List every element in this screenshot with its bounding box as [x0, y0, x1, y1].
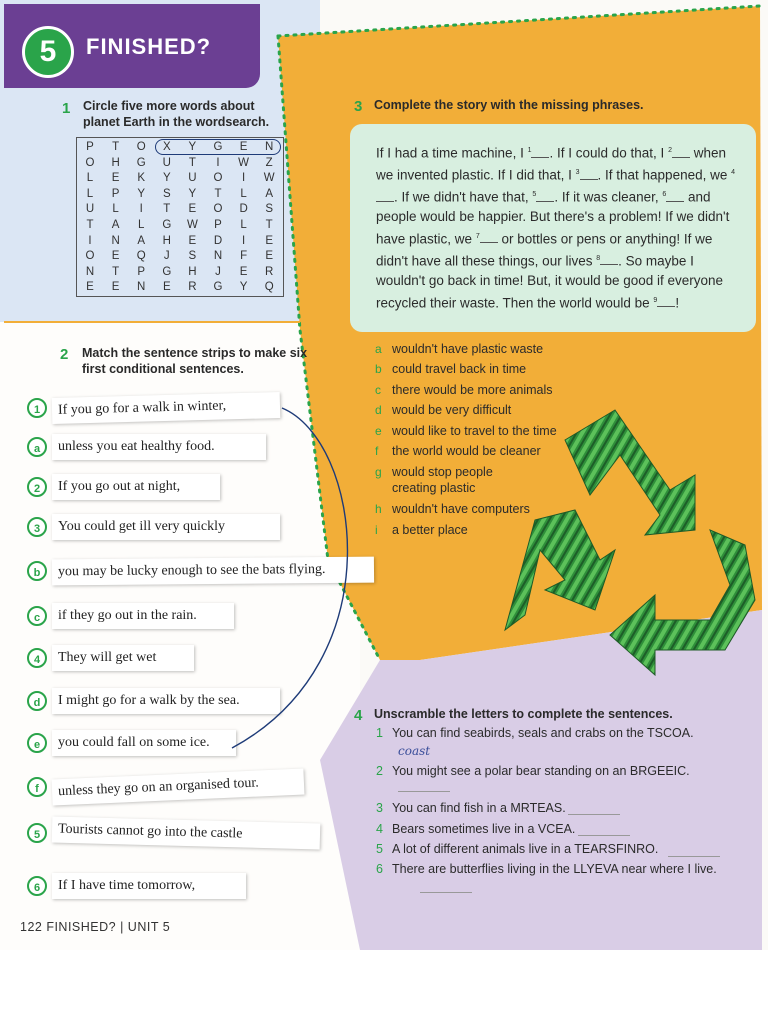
answer-blank[interactable] [536, 190, 554, 202]
story-fragment: when we invented plastic. If I did that, I [376, 145, 726, 183]
blank-number: 3 [575, 169, 580, 177]
wordsearch-letter[interactable]: L [240, 187, 247, 200]
wordsearch-letter[interactable]: U [162, 156, 171, 169]
unscramble-sentence: There are butterflies living in the LLYEVA near where I live. [392, 862, 717, 876]
option-text: wouldn't have plastic waste [392, 342, 544, 356]
option-letter: c [375, 383, 381, 397]
option-text: the world would be cleaner [392, 444, 541, 458]
wordsearch-letter[interactable]: O [85, 250, 95, 263]
answer-line[interactable] [420, 891, 472, 893]
sentence-strip[interactable]: If you go out at night, [52, 474, 220, 500]
wordsearch-letter[interactable]: T [112, 141, 120, 153]
wordsearch-letter[interactable]: I [88, 234, 92, 247]
wordsearch-letter[interactable]: G [213, 281, 223, 294]
strip-label-badge: 2 [27, 477, 47, 497]
wordsearch-letter[interactable]: Y [137, 187, 146, 200]
wordsearch-letter[interactable]: E [111, 172, 120, 185]
sentence-strip[interactable]: if they go out in the rain. [52, 603, 234, 629]
answer-line[interactable] [398, 790, 450, 792]
wordsearch-letter[interactable]: O [213, 203, 223, 216]
page-footer: 122 FINISHED? | UNIT 5 [20, 920, 171, 934]
wordsearch-letter[interactable]: U [188, 172, 197, 185]
wordsearch-letter[interactable]: E [162, 281, 171, 294]
wordsearch-letter[interactable]: Y [188, 141, 197, 153]
blank-number: 5 [532, 191, 537, 199]
wordsearch-letter[interactable]: E [111, 281, 120, 294]
wordsearch-letter[interactable]: E [111, 250, 120, 263]
story-fragment: and people would be happier. But there's a problem! If we didn't have plastic, we [376, 189, 730, 247]
wordsearch-letter[interactable]: W [186, 219, 198, 231]
story-fragment: . If it was cleaner, [554, 189, 663, 205]
sentence-strip[interactable]: I might go for a walk by the sea. [52, 688, 280, 714]
sentence-strip[interactable]: unless they go on an organised tour. [52, 769, 305, 806]
wordsearch-letter[interactable]: I [139, 203, 143, 216]
option-letter: f [375, 444, 379, 458]
answer-line[interactable] [568, 813, 620, 815]
ex2-number: 2 [60, 346, 69, 363]
wordsearch-letter[interactable]: L [86, 187, 94, 200]
option-text: there would be more animals [392, 383, 553, 397]
answer-blank[interactable] [657, 295, 675, 307]
recycling-symbol-icon [495, 400, 760, 700]
handwritten-answer[interactable]: coast [398, 744, 431, 758]
option-text: a better place [392, 523, 468, 537]
sentence-number: 3 [376, 801, 383, 815]
wordsearch-letter[interactable]: P [111, 187, 120, 200]
wordsearch-letter[interactable]: G [213, 141, 223, 153]
wordsearch-letter[interactable]: H [188, 265, 197, 278]
wordsearch-letter[interactable]: Q [264, 281, 274, 294]
wordsearch-letter[interactable]: X [162, 141, 171, 153]
blank-number: 1 [527, 147, 532, 154]
wordsearch-letter[interactable]: T [188, 156, 196, 169]
wordsearch-letter[interactable]: I [216, 156, 220, 169]
option-text: would stop people creating plastic [392, 465, 493, 495]
wordsearch-letter[interactable]: N [265, 141, 274, 153]
option-letter: e [375, 424, 382, 438]
page-title: FINISHED? [86, 34, 212, 59]
strip-label-badge: e [27, 733, 47, 753]
wordsearch-letter[interactable]: S [265, 203, 274, 216]
sentence-strip[interactable]: you may be lucky enough to see the bats flying. [52, 557, 374, 586]
wordsearch-letter[interactable]: K [137, 172, 146, 185]
story-fragment: . If we didn't have that, [394, 189, 533, 205]
ex1-instruction-line2: planet Earth in the wordsearch. [83, 115, 270, 129]
wordsearch-letter[interactable]: A [137, 234, 146, 247]
wordsearch-letter[interactable]: R [265, 265, 274, 278]
wordsearch-letter[interactable]: E [86, 281, 94, 294]
answer-blank[interactable] [580, 168, 598, 180]
wordsearch-letter[interactable]: Y [188, 187, 197, 200]
wordsearch-letter[interactable]: T [112, 265, 120, 278]
wordsearch-letter[interactable]: G [162, 265, 172, 278]
wordsearch-letter[interactable]: N [137, 281, 146, 294]
sentence-strip[interactable]: you could fall on some ice. [52, 730, 236, 756]
wordsearch-letter[interactable]: Y [162, 172, 171, 185]
option-letter: i [375, 523, 378, 537]
ex4-instruction: Unscramble the letters to complete the sentences. [374, 707, 673, 721]
strip-label-badge: c [27, 606, 47, 626]
answer-blank[interactable] [531, 146, 549, 158]
option-letter: d [375, 403, 382, 417]
wordsearch-letter[interactable]: O [136, 141, 146, 153]
strip-label-badge: f [27, 777, 47, 797]
wordsearch-letter[interactable]: E [265, 250, 274, 263]
wordsearch-letter[interactable]: P [214, 219, 222, 231]
wordsearch-letter[interactable]: L [112, 203, 119, 216]
blank-number: 4 [731, 169, 736, 177]
ex2-instruction-line1: Match the sentence strips to make six [82, 346, 308, 360]
sentence-strip[interactable]: Tourists cannot go into the castle [52, 816, 321, 849]
sentence-strip[interactable]: They will get wet [52, 645, 194, 671]
story-fragment: ! [675, 295, 680, 311]
story-fragment: . So maybe I wouldn't go back in time! But, it would be good if everyone recycled their waste. Then the world would be [376, 253, 724, 311]
sentence-number: 2 [376, 764, 383, 778]
option-letter: h [375, 502, 382, 516]
wordsearch-letter[interactable]: Q [136, 250, 146, 263]
strip-label-badge: 6 [27, 876, 47, 896]
wordsearch-letter[interactable]: S [188, 250, 197, 263]
sentence-strip[interactable]: If you go for a walk in winter, [52, 392, 281, 424]
sentence-strip[interactable]: You could get ill very quickly [52, 514, 280, 540]
strip-label-badge: 1 [27, 398, 47, 418]
unscramble-sentence: You can find seabirds, seals and crabs on the TSCOA. [392, 726, 694, 740]
wordsearch-letter[interactable]: I [241, 172, 246, 185]
strip-label-badge: 5 [27, 823, 47, 843]
strip-label-badge: d [27, 691, 47, 711]
unscramble-sentence: Bears sometimes live in a VCEA. [392, 822, 576, 836]
option-letter: b [375, 362, 382, 376]
wordsearch-letter[interactable]: E [239, 141, 248, 153]
wordsearch-letter[interactable]: W [238, 156, 250, 169]
wordsearch-letter[interactable]: F [240, 250, 248, 263]
answer-blank[interactable] [480, 231, 498, 243]
wordsearch-letter[interactable]: Z [265, 156, 273, 169]
blank-number: 8 [596, 254, 601, 262]
wordsearch-letter[interactable]: U [85, 203, 95, 216]
sentence-strip[interactable]: unless you eat healthy food. [52, 434, 266, 460]
answer-line[interactable] [668, 855, 720, 857]
answer-blank[interactable] [376, 190, 394, 202]
option-letter: g [375, 465, 382, 479]
recycle-arrow-top [565, 410, 695, 535]
wordsearch-letter[interactable]: H [111, 156, 120, 169]
wordsearch-letter[interactable]: I [241, 234, 246, 247]
wordsearch-letter[interactable]: N [213, 250, 223, 263]
wordsearch-letter[interactable]: S [162, 187, 171, 200]
wordsearch-letter[interactable]: W [263, 172, 275, 185]
story-text [376, 141, 746, 313]
blank-number: 9 [653, 296, 658, 304]
unit-number-badge: 5 [22, 26, 74, 78]
unscramble-sentence: A lot of different animals live in a TEARSFINRO. [392, 842, 659, 856]
wordsearch-letter[interactable]: O [213, 172, 223, 185]
wordsearch-letter[interactable]: A [111, 219, 120, 231]
strip-label-badge: 4 [27, 648, 47, 668]
blank-number: 7 [475, 232, 480, 240]
wordsearch-letter[interactable]: J [215, 265, 221, 278]
option-text: could travel back in time [392, 362, 527, 376]
wordsearch-letter[interactable]: Y [239, 281, 248, 294]
strip-label-badge: 3 [27, 517, 47, 537]
wordsearch-letter[interactable]: L [137, 219, 145, 231]
wordsearch-letter[interactable]: N [111, 234, 120, 247]
wordsearch-letter[interactable]: R [188, 281, 197, 294]
option-text: wouldn't have computers [392, 502, 530, 516]
wordsearch-letter[interactable]: G [136, 156, 146, 169]
ex2-instruction-line2: first conditional sentences. [82, 362, 244, 376]
wordsearch-letter[interactable]: D [213, 234, 223, 247]
story-fragment: . If that happened, we [597, 167, 732, 183]
unscramble-sentence: You can find fish in a MRTEAS. [392, 801, 566, 815]
wordsearch-letter[interactable]: E [239, 265, 248, 278]
wordsearch-letter[interactable]: G [162, 219, 172, 231]
wordsearch-letter[interactable]: P [86, 141, 94, 153]
answer-blank[interactable] [600, 253, 618, 265]
wordsearch-letter[interactable]: T [265, 219, 273, 231]
wordsearch-letter[interactable]: H [162, 234, 171, 247]
wordsearch-letter[interactable]: N [85, 265, 95, 278]
wordsearch-letter[interactable]: L [240, 219, 247, 231]
ex1-instruction-line1: Circle five more words about [83, 99, 255, 113]
option-text: would like to travel to the time [392, 424, 557, 438]
wordsearch-letter[interactable]: A [265, 187, 274, 200]
wordsearch-letter[interactable]: E [188, 234, 197, 247]
ex4-number: 4 [354, 707, 363, 724]
wordsearch-letter[interactable]: T [86, 219, 94, 231]
wordsearch-letter[interactable]: T [163, 203, 171, 216]
option-text: would be very difficult [392, 403, 512, 417]
sentence-number: 5 [376, 842, 383, 856]
unscramble-sentence: You might see a polar bear standing on an BRGEEIC. [392, 764, 690, 778]
story-fragment: . If I could do that, I [549, 145, 669, 161]
ex3-number: 3 [354, 98, 363, 115]
ex1-number: 1 [62, 100, 71, 117]
recycle-arrow-right [610, 530, 755, 675]
answer-blank[interactable] [672, 146, 690, 158]
wordsearch-letter[interactable]: T [214, 187, 222, 200]
sentence-number: 6 [376, 862, 383, 876]
strip-label-badge: a [27, 437, 47, 457]
wordsearch-letter[interactable]: D [239, 203, 248, 216]
sentence-strip[interactable]: If I have time tomorrow, [52, 873, 246, 899]
option-letter: a [375, 342, 382, 356]
wordsearch-letter[interactable]: J [163, 250, 170, 263]
recycle-arrow-left [505, 510, 615, 630]
blank-number: 2 [668, 147, 672, 154]
wordsearch-letter[interactable]: P [137, 265, 146, 278]
story-fragment: If I had a time machine, I [376, 145, 528, 161]
answer-line[interactable] [578, 834, 630, 836]
sentence-number: 1 [376, 726, 383, 740]
sentence-number: 4 [376, 822, 383, 836]
wordsearch-letter[interactable]: O [85, 156, 95, 169]
blank-number: 6 [662, 191, 667, 199]
wordsearch-letter[interactable]: E [265, 234, 274, 247]
ex3-instruction: Complete the story with the missing phrases. [374, 98, 644, 112]
wordsearch-letter[interactable]: E [188, 203, 197, 216]
answer-blank[interactable] [666, 190, 684, 202]
story-fragment: or bottles or pens or anything! If we didn't have all these things, our lives [376, 231, 713, 269]
wordsearch-letter[interactable]: L [86, 172, 94, 185]
strip-label-badge: b [27, 561, 47, 581]
